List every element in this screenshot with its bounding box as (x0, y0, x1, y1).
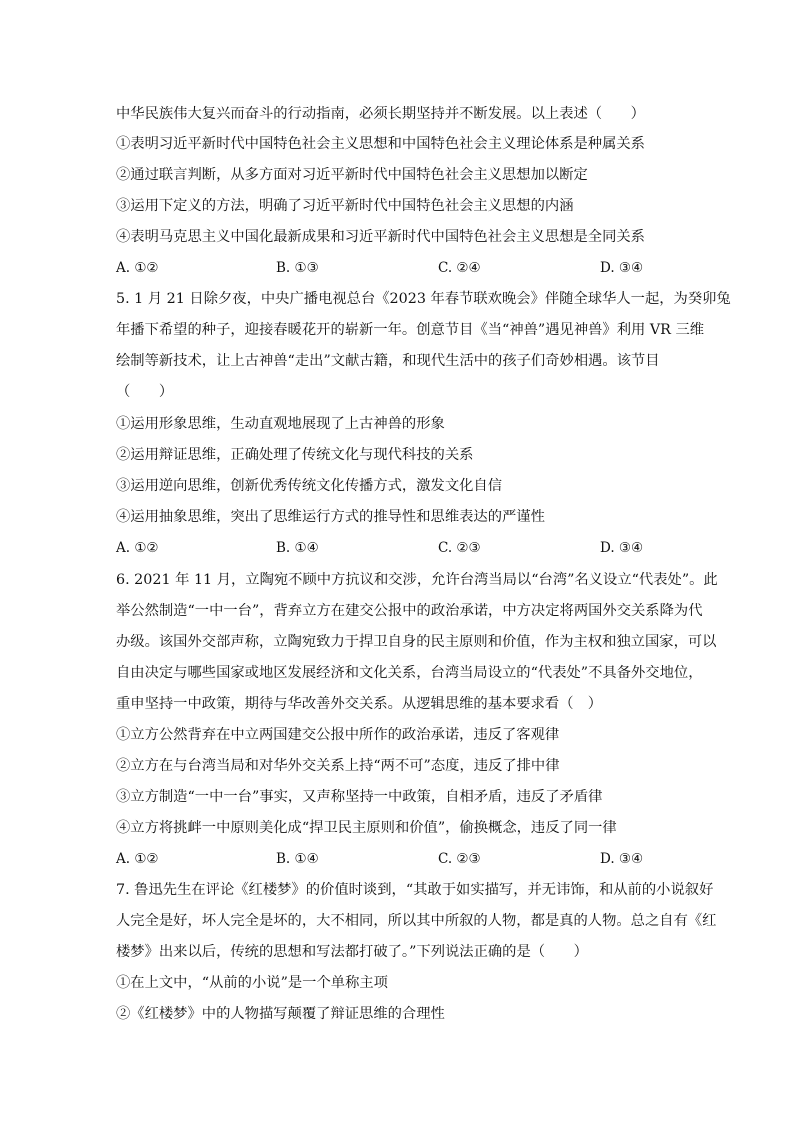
q6-option-a: A. ①② (116, 851, 159, 867)
q7-stem-line: 人完全是好，坏人完全是坏的，大不相同，所以其中所叙的人物，都是真的人物。总之自有《红 (116, 913, 717, 929)
q6-stem-line: 办级。该国外交部声称，立陶宛致力于捍卫自身的民主原则和价值，作为主权和独立国家，可以 (116, 634, 717, 650)
q5-stem-line: 年播下希望的种子，迎接春暖花开的崭新一年。创意节目《当“神兽”遇见神兽》利用 VR 三维 (116, 322, 705, 338)
q7-item-2: ②《红楼梦》中的人物描写颠覆了辩证思维的合理性 (116, 1006, 445, 1022)
q6-item-3: ③立方制造“一中一台”事实，又声称坚持一中政策，自相矛盾，违反了矛盾律 (116, 789, 603, 805)
q7-stem-line: 楼梦》出来以后，传统的思想和写法都打破了。”下列说法正确的是（ ） (116, 944, 588, 960)
q4-item-4: ④表明马克思主义中国化最新成果和习近平新时代中国特色社会主义思想是全同关系 (116, 229, 645, 245)
q5-stem-line: 绘制等新技术，让上古神兽“走出”文献古籍，和现代生活中的孩子们奇妙相遇。该节目 (116, 353, 660, 369)
q7-stem-line: 7. 鲁迅先生在评论《红楼梦》的价值时谈到，“其敢于如实描写，并无讳饰，和从前的小说叙好 (116, 882, 714, 898)
q6-stem-line: 举公然制造“一中一台”，背弃立方在建交公报中的政治承诺，中方决定将两国外交关系降为代 (116, 603, 703, 619)
q5-option-b: B. ①④ (276, 540, 319, 556)
q5-item-3: ③运用逆向思维，创新优秀传统文化传播方式，激发文化自信 (116, 478, 503, 494)
q6-stem-line: 重申坚持一中政策，期待与华改善外交关系。从逻辑思维的基本要求看（ ） (116, 696, 603, 712)
q5-stem-line: （ ） (116, 384, 174, 400)
q4-item-2: ②通过联言判断，从多方面对习近平新时代中国特色社会主义思想加以断定 (116, 167, 588, 183)
q5-option-d: D. ③④ (600, 540, 644, 556)
q6-option-c: C. ②③ (438, 851, 481, 867)
q4-option-d: D. ③④ (600, 260, 644, 276)
q6-stem-line: 6. 2021 年 11 月，立陶宛不顾中方抗议和交涉，允许台湾当局以“台湾”名义设立“代表处”。此 (116, 572, 718, 588)
q4-item-3: ③运用下定义的方法，明确了习近平新时代中国特色社会主义思想的内涵 (116, 198, 574, 214)
q5-stem-line: 5. 1 月 21 日除夕夜，中央广播电视总台《2023 年春节联欢晚会》伴随全球华人一起，为癸卯兔 (116, 291, 731, 307)
q6-item-2: ②立方在与台湾当局和对华外交关系上持“两不可”态度，违反了排中律 (116, 758, 560, 774)
q6-option-d: D. ③④ (600, 851, 644, 867)
q4-options (116, 258, 676, 278)
q5-option-a: A. ①② (116, 540, 159, 556)
q6-stem-line: 自由决定与哪些国家或地区发展经济和文化关系，台湾当局设立的“代表处”不具备外交地位， (116, 665, 703, 681)
q5-item-2: ②运用辩证思维，正确处理了传统文化与现代科技的关系 (116, 447, 474, 463)
q7-item-1: ①在上文中，“从前的小说”是一个单称主项 (116, 975, 388, 991)
q6-options (116, 849, 676, 869)
q5-item-4: ④运用抽象思维，突出了思维运行方式的推导性和思维表达的严谨性 (116, 509, 545, 525)
q5-item-1: ①运用形象思维，生动直观地展现了上古神兽的形象 (116, 416, 445, 432)
q4-option-c: C. ②④ (438, 260, 481, 276)
q6-item-1: ①立方公然背弃在中立两国建交公报中所作的政治承诺，违反了客观律 (116, 727, 560, 743)
q4-option-a: A. ①② (116, 260, 159, 276)
q4-stem-line: 中华民族伟大复兴而奋斗的行动指南，必须长期坚持并不断发展。以上表述（ ） (116, 106, 645, 122)
q4-option-b: B. ①③ (276, 260, 319, 276)
q5-options (116, 538, 676, 558)
q6-item-4: ④立方将挑衅一中原则美化成“捍卫民主原则和价值”，偷换概念，违反了同一律 (116, 820, 617, 836)
q6-option-b: B. ①④ (276, 851, 319, 867)
q4-item-1: ①表明习近平新时代中国特色社会主义思想和中国特色社会主义理论体系是种属关系 (116, 136, 645, 152)
q5-option-c: C. ②③ (438, 540, 481, 556)
